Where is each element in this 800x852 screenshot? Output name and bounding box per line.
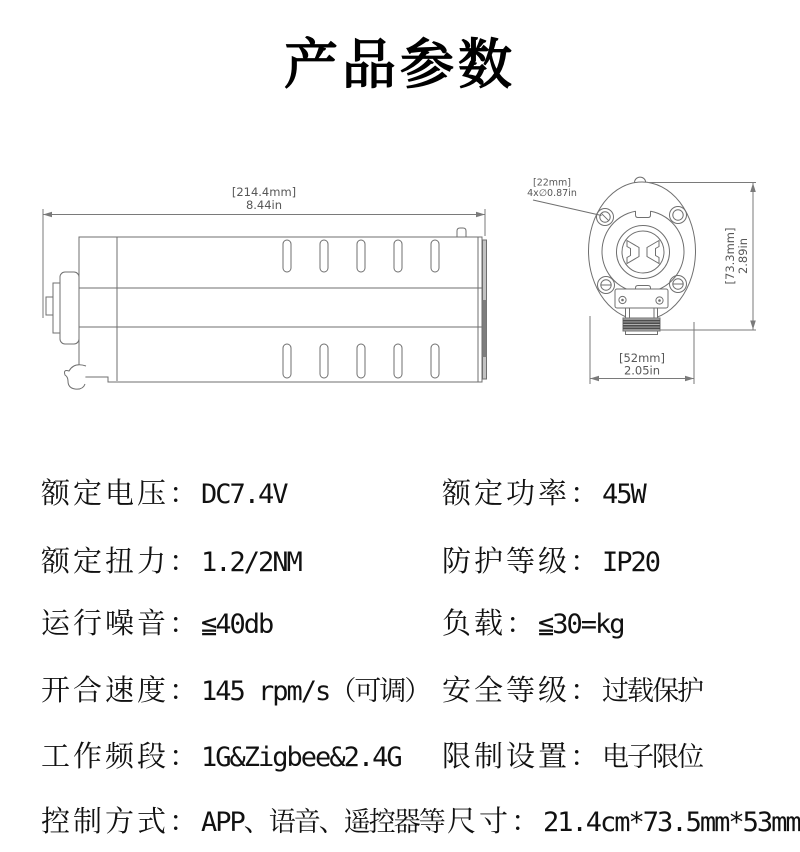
spec-dimensions [447,799,800,840]
motor-plug [46,297,53,315]
spec-label: 工作频段： [41,741,202,773]
page-title: 产品参数 [284,35,516,95]
connector-neck [626,308,658,318]
front-width-label-mm: [52mm] [618,351,666,365]
spec-label: 运行噪音： [41,608,202,640]
spec-value: 过载保护 [602,676,703,707]
spec-value: 21.4cm*73.5mm*53mm [543,807,800,838]
connector-base [626,331,658,335]
screw-top-right [670,207,687,224]
spec-value: DC7.4V [201,479,287,510]
hub-inner-circle [622,231,664,273]
motor-shaft [53,283,60,333]
spec-value: 1G&Zigbee&2.4G [201,742,401,773]
spec-open-close-speed [41,668,429,709]
side-length-label-in: 8.44in [245,198,283,212]
side-length-label-mm: [214.4mm] [231,185,297,199]
spec-label: 开合速度： [41,675,202,707]
motor-end-cap-dark [483,300,487,357]
spec-safety-level [442,668,702,709]
spec-rated-power [442,471,645,512]
spec-value: 电子限位 [602,742,703,773]
front-width-label-in: 2.05in [623,363,661,378]
motor-body-outline [79,237,482,382]
holes-label-mm: [22mm] [532,177,572,189]
spec-rated-voltage [41,471,287,512]
spec-value: ≦30=kg [538,609,624,640]
spec-label: 额定功率： [442,478,603,510]
front-view-drawing [527,177,756,384]
spec-control-method [41,799,444,840]
spec-rated-torque [41,539,301,580]
dim-arrow-right [476,212,485,218]
mounting-hook [65,365,87,389]
holes-label-detail: 4x∅0.87in [527,188,577,199]
spec-limit-setting [442,734,702,775]
side-length-dimension [43,209,485,318]
spec-label: 防护等级： [442,546,603,578]
side-view-drawing [43,185,487,389]
screw-bottom-right [670,276,687,293]
spec-value: APP、语音、遥控器等 [201,807,444,838]
spec-value: 45W [602,479,645,510]
vent-slots-bottom [283,344,439,378]
front-height-label-in: 2.89in [736,237,750,275]
spec-running-noise [41,601,272,642]
spec-value: 145 rpm/s（可调） [201,676,430,707]
spec-value: 1.2/2NM [201,547,301,578]
spec-label: 额定电压： [41,478,202,510]
spec-value: IP20 [602,547,660,578]
top-bump [457,228,466,237]
spec-load [442,601,624,642]
spec-frequency-band [41,734,401,775]
front-height-label-mm: [73.3mm] [723,227,737,285]
spec-label: 额定扭力： [41,546,202,578]
spec-label: 尺寸： [447,806,544,838]
spec-protection-rating [442,539,659,580]
drive-socket-left-wedge [627,241,639,264]
vent-slots-top [283,240,439,272]
spec-label: 安全等级： [442,675,603,707]
connector-plate [615,289,668,308]
spec-value: ≦40db [201,609,273,640]
motor-head [60,272,79,344]
drive-socket-right-wedge [647,241,659,264]
spec-label: 控制方式： [41,806,202,838]
screw-bottom-left [598,277,615,294]
holes-leader-line [533,200,602,216]
spec-label: 负载： [442,608,539,640]
spec-label: 限制设置： [442,741,603,773]
hub-ring [602,211,684,293]
screw-top-left [597,209,614,226]
hub-middle-circle [617,226,670,279]
dim-arrow-left [43,212,52,218]
